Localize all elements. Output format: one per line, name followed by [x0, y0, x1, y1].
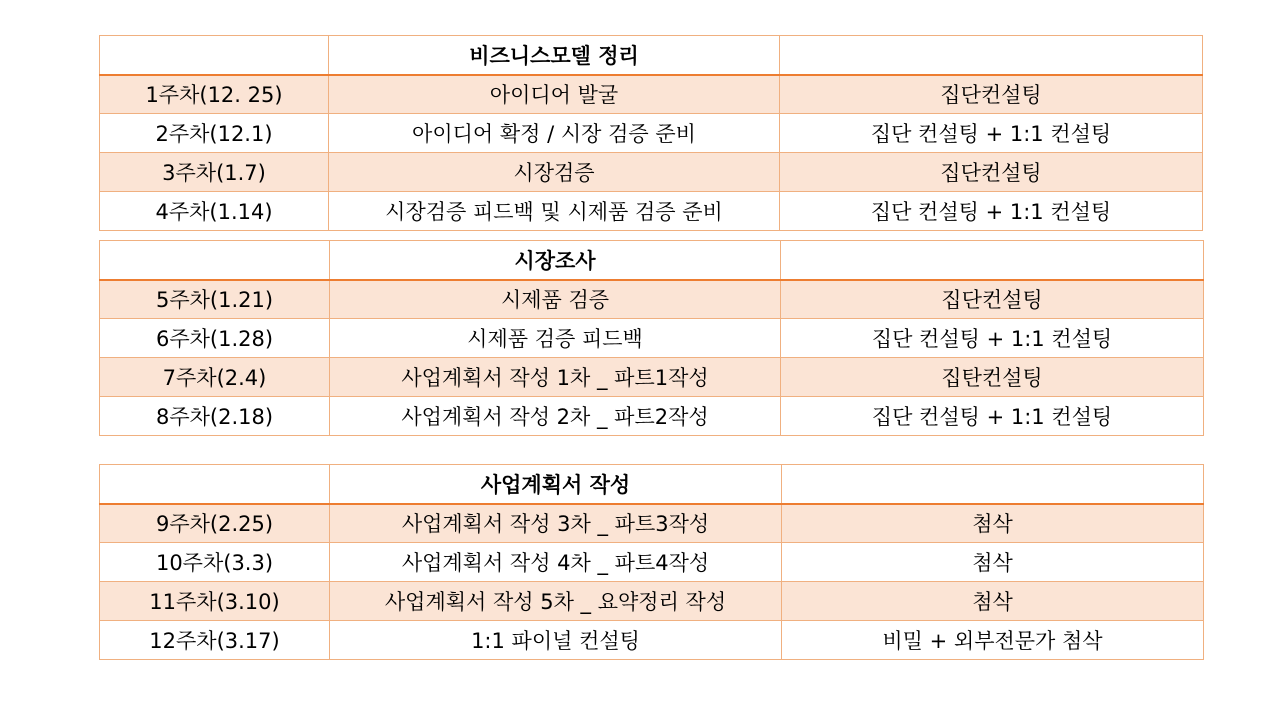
header-cell-week	[100, 241, 330, 280]
table-row	[100, 114, 1203, 153]
header-cell-week	[100, 465, 330, 504]
header-cell-method	[782, 465, 1204, 504]
week-cell: 4주차(1.14)	[100, 192, 329, 231]
week-cell: 11주차(3.10)	[100, 582, 330, 621]
week-cell: 6주차(1.28)	[100, 319, 330, 358]
activity-cell: 아이디어 확정 / 시장 검증 준비	[329, 114, 780, 153]
section-title: 사업계획서 작성	[330, 465, 782, 504]
activity-cell: 시제품 검증	[330, 280, 781, 319]
schedule-table-market-research	[99, 240, 1204, 436]
method-cell: 첨삭	[782, 582, 1204, 621]
method-cell: 집단컨설팅	[780, 153, 1203, 192]
week-cell: 3주차(1.7)	[100, 153, 329, 192]
week-cell: 8주차(2.18)	[100, 397, 330, 436]
method-cell: 집단 컨설팅 + 1:1 컨설팅	[780, 114, 1203, 153]
activity-cell: 아이디어 발굴	[329, 75, 780, 114]
table-header-row	[100, 241, 1204, 280]
schedule-table-business-model	[99, 35, 1203, 231]
week-cell: 9주차(2.25)	[100, 504, 330, 543]
table-row	[100, 280, 1204, 319]
activity-cell: 사업계획서 작성 4차 _ 파트4작성	[330, 543, 782, 582]
method-cell: 집단컨설팅	[780, 75, 1203, 114]
table-row	[100, 153, 1203, 192]
activity-cell: 사업계획서 작성 2차 _ 파트2작성	[330, 397, 781, 436]
week-cell: 1주차(12. 25)	[100, 75, 329, 114]
table-row	[100, 543, 1204, 582]
activity-cell: 시제품 검증 피드백	[330, 319, 781, 358]
table-row	[100, 397, 1204, 436]
table-row	[100, 319, 1204, 358]
week-cell: 12주차(3.17)	[100, 621, 330, 660]
table-header-row	[100, 465, 1204, 504]
week-cell: 10주차(3.3)	[100, 543, 330, 582]
method-cell: 첨삭	[782, 504, 1204, 543]
table-row	[100, 75, 1203, 114]
method-cell: 집단 컨설팅 + 1:1 컨설팅	[781, 397, 1204, 436]
week-cell: 2주차(12.1)	[100, 114, 329, 153]
header-cell-method	[780, 36, 1203, 75]
method-cell: 집단 컨설팅 + 1:1 컨설팅	[780, 192, 1203, 231]
table-row	[100, 621, 1204, 660]
section-title: 비즈니스모델 정리	[329, 36, 780, 75]
method-cell: 비밀 + 외부전문가 첨삭	[782, 621, 1204, 660]
header-cell-method	[781, 241, 1204, 280]
table-row	[100, 358, 1204, 397]
header-cell-week	[100, 36, 329, 75]
method-cell: 첨삭	[782, 543, 1204, 582]
section-title: 시장조사	[330, 241, 781, 280]
activity-cell: 사업계획서 작성 3차 _ 파트3작성	[330, 504, 782, 543]
table-row	[100, 504, 1204, 543]
activity-cell: 시장검증 피드백 및 시제품 검증 준비	[329, 192, 780, 231]
activity-cell: 사업계획서 작성 5차 _ 요약정리 작성	[330, 582, 782, 621]
table-row	[100, 192, 1203, 231]
week-cell: 5주차(1.21)	[100, 280, 330, 319]
method-cell: 집탄컨설팅	[781, 358, 1204, 397]
table-row	[100, 582, 1204, 621]
activity-cell: 시장검증	[329, 153, 780, 192]
table-header-row	[100, 36, 1203, 75]
schedule-table-business-plan	[99, 464, 1204, 660]
activity-cell: 사업계획서 작성 1차 _ 파트1작성	[330, 358, 781, 397]
method-cell: 집단컨설팅	[781, 280, 1204, 319]
activity-cell: 1:1 파이널 컨설팅	[330, 621, 782, 660]
week-cell: 7주차(2.4)	[100, 358, 330, 397]
method-cell: 집단 컨설팅 + 1:1 컨설팅	[781, 319, 1204, 358]
